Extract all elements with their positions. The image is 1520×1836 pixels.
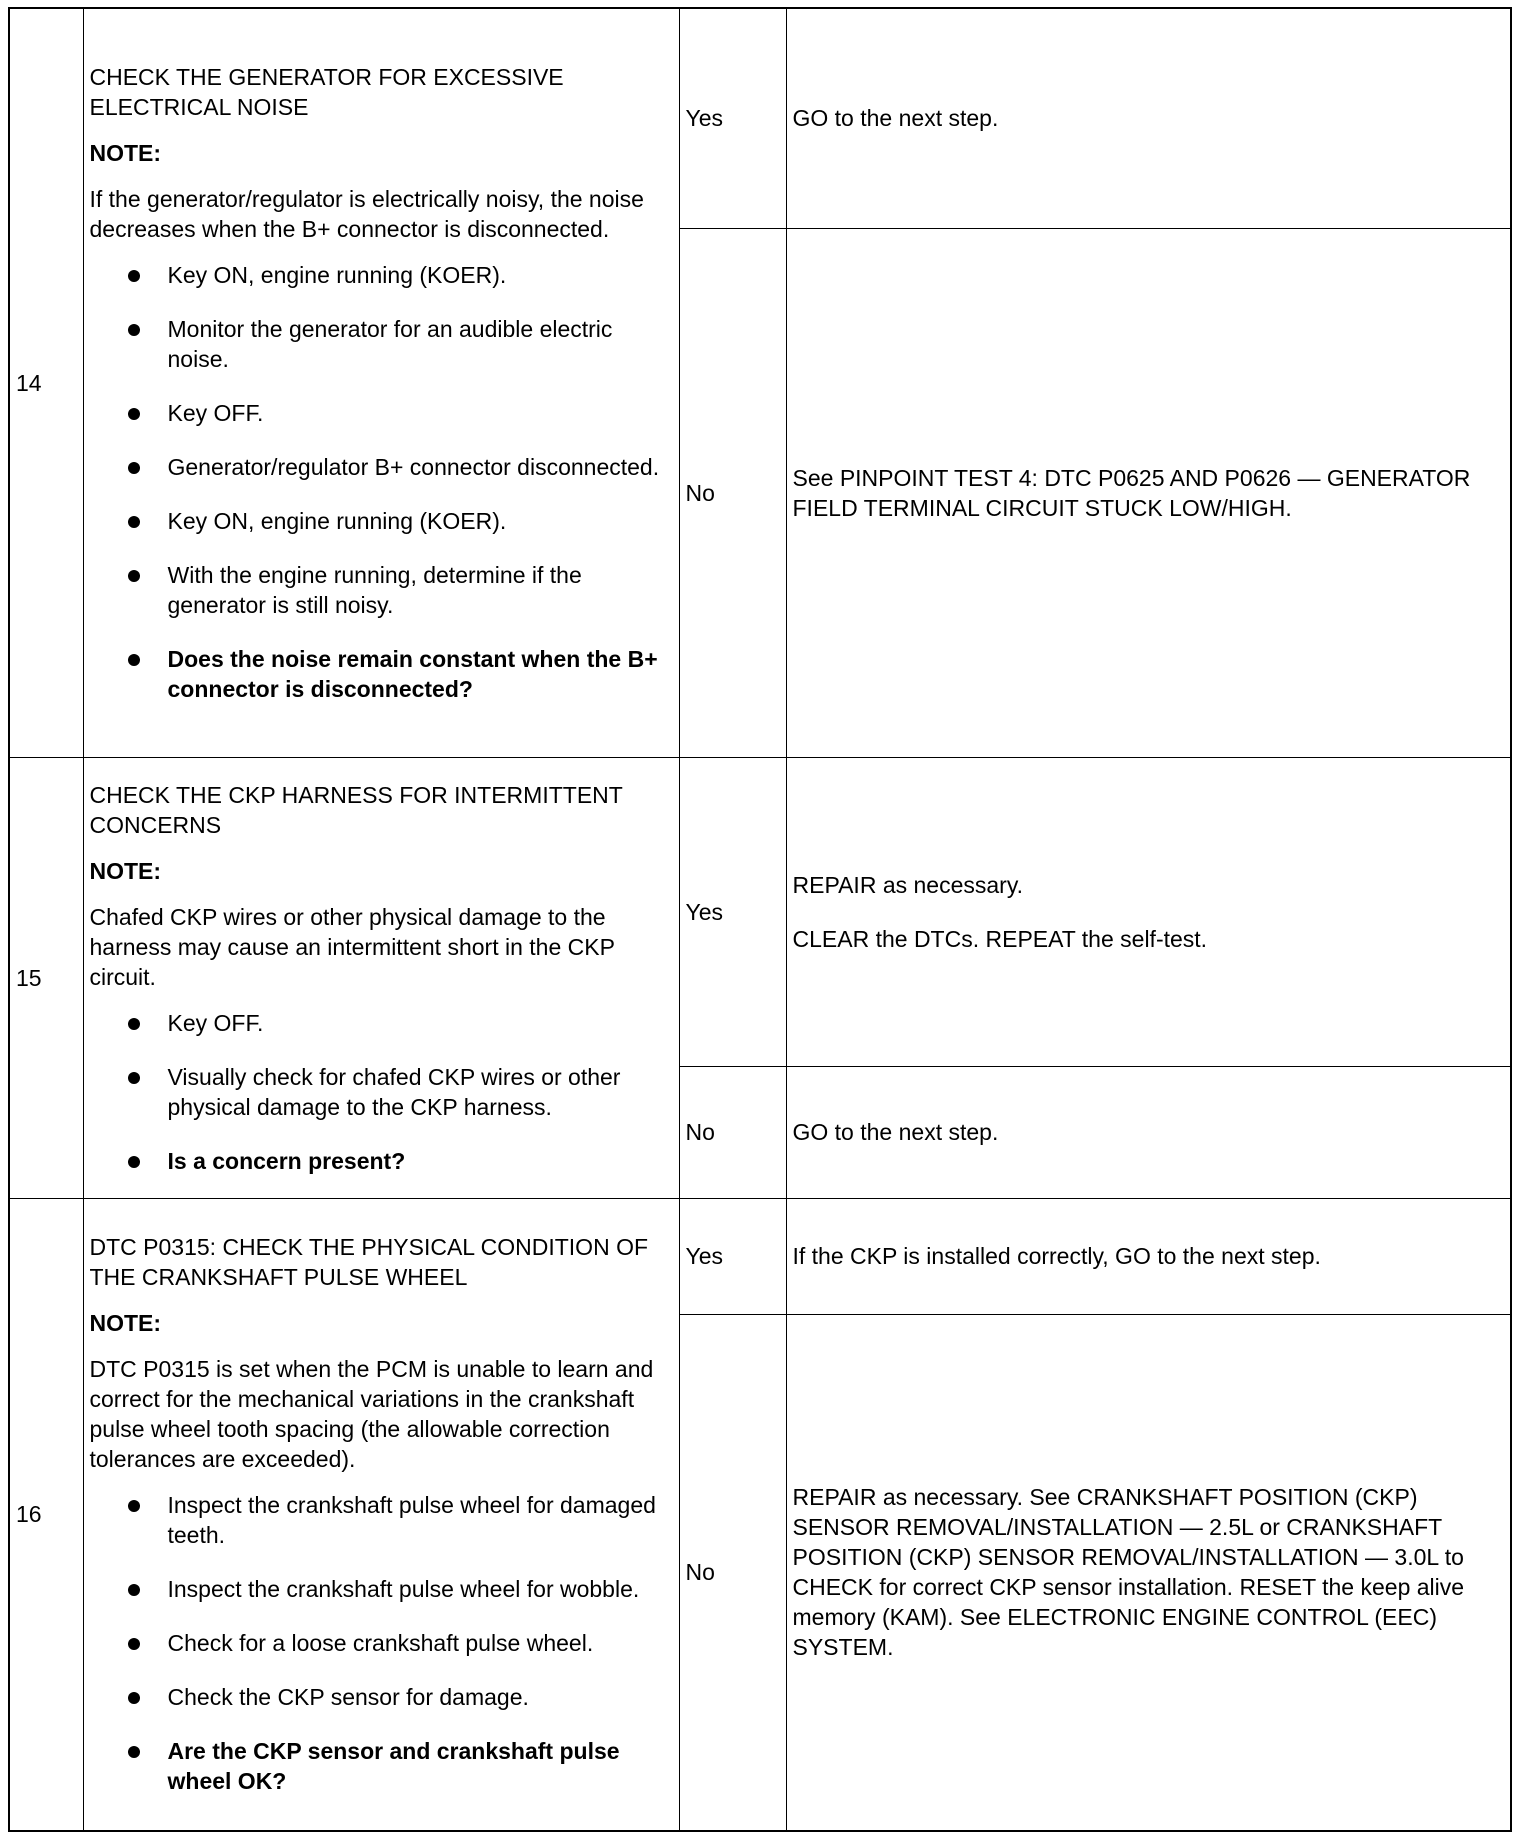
bullet-icon (128, 462, 140, 474)
note-label: NOTE: (89, 1310, 162, 1337)
yes-result: GO to the next step. (786, 8, 1511, 228)
step-number: 15 (9, 757, 83, 1198)
list-item: With the engine running, determine if the generator is still noisy. (128, 560, 673, 620)
note-text: DTC P0315 is set when the PCM is unable to learn and correct for the mechanical variations in the crankshaft pulse wheel tooth spacing (the allowable correction tolerances are exceeded). (89, 1356, 654, 1473)
list-item: Visually check for chafed CKP wires or other physical damage to the CKP harness. (128, 1062, 673, 1122)
list-item: Key ON, engine running (KOER). (128, 260, 673, 290)
step-row-15-yes (9, 757, 1511, 1066)
step-heading: CHECK THE CKP HARNESS FOR INTERMITTENT CONCERNS (89, 781, 623, 838)
note-label: NOTE: (89, 139, 162, 166)
note-label: NOTE: (89, 857, 162, 884)
step-question: Is a concern present? (128, 1146, 673, 1176)
no-result: GO to the next step. (786, 1066, 1511, 1198)
step-question: Are the CKP sensor and crankshaft pulse wheel OK? (128, 1736, 673, 1796)
step-question: Does the noise remain constant when the B+ connector is disconnected? (128, 644, 673, 704)
list-item: Inspect the crankshaft pulse wheel for damaged teeth. (128, 1490, 673, 1550)
step-action-cell (83, 1198, 679, 1831)
list-item: Key OFF. (128, 1008, 673, 1038)
yes-label: Yes (679, 757, 786, 1066)
list-item: Check for a loose crankshaft pulse wheel. (128, 1628, 673, 1658)
list-item: Check the CKP sensor for damage. (128, 1682, 673, 1712)
bullet-icon (128, 270, 140, 282)
list-item: Monitor the generator for an audible electric noise. (128, 314, 673, 374)
no-label: No (679, 1314, 786, 1831)
step-number: 16 (9, 1198, 83, 1831)
bullet-icon (128, 1746, 140, 1758)
no-result: See PINPOINT TEST 4: DTC P0625 AND P0626 — GENERATOR FIELD TERMINAL CIRCUIT STUCK LOW/HIGH. (786, 228, 1511, 757)
bullet-icon (128, 1692, 140, 1704)
bullet-icon (128, 516, 140, 528)
no-label: No (679, 228, 786, 757)
bullet-icon (128, 1638, 140, 1650)
bullet-icon (128, 408, 140, 420)
step-bullet-list (90, 1490, 673, 1796)
list-item: Generator/regulator B+ connector disconnected. (128, 452, 673, 482)
bullet-icon (128, 1072, 140, 1084)
list-item: Inspect the crankshaft pulse wheel for wobble. (128, 1574, 673, 1604)
step-bullet-list (90, 1008, 673, 1176)
note-text: Chafed CKP wires or other physical damage to the harness may cause an intermittent short in the CKP circuit. (89, 903, 615, 990)
bullet-icon (128, 1156, 140, 1168)
yes-result: REPAIR as necessary. CLEAR the DTCs. REPEAT the self-test. (786, 757, 1511, 1066)
note-text: If the generator/regulator is electrically noisy, the noise decreases when the B+ connector is disconnected. (89, 185, 644, 242)
no-result: REPAIR as necessary. See CRANKSHAFT POSITION (CKP) SENSOR REMOVAL/INSTALLATION — 2.5L or CRANKSHAFT POSITION (CKP) SENSOR REMOVAL/INSTALLATION — 3.0L to CHECK for correct CKP sensor installation. RESET the keep alive memory (KAM). See ELECTRONIC ENGINE CONTROL (EEC) SYSTEM. (786, 1314, 1511, 1831)
bullet-icon (128, 1584, 140, 1596)
bullet-icon (128, 1500, 140, 1512)
pinpoint-test-table (8, 7, 1512, 1832)
step-action-cell (83, 8, 679, 757)
step-heading: CHECK THE GENERATOR FOR EXCESSIVE ELECTRICAL NOISE (89, 63, 564, 120)
yes-label: Yes (679, 1198, 786, 1314)
bullet-icon (128, 570, 140, 582)
list-item: Key ON, engine running (KOER). (128, 506, 673, 536)
step-action-cell (83, 757, 679, 1198)
bullet-icon (128, 324, 140, 336)
step-bullet-list (90, 260, 673, 704)
diagnostic-steps-frame (8, 7, 1510, 1830)
bullet-icon (128, 654, 140, 666)
yes-result: If the CKP is installed correctly, GO to the next step. (786, 1198, 1511, 1314)
step-heading: DTC P0315: CHECK THE PHYSICAL CONDITION OF THE CRANKSHAFT PULSE WHEEL (89, 1234, 649, 1291)
list-item: Key OFF. (128, 398, 673, 428)
step-row-14-yes (9, 8, 1511, 228)
yes-label: Yes (679, 8, 786, 228)
bullet-icon (128, 1018, 140, 1030)
no-label: No (679, 1066, 786, 1198)
step-row-16-yes (9, 1198, 1511, 1314)
step-number: 14 (9, 8, 83, 757)
